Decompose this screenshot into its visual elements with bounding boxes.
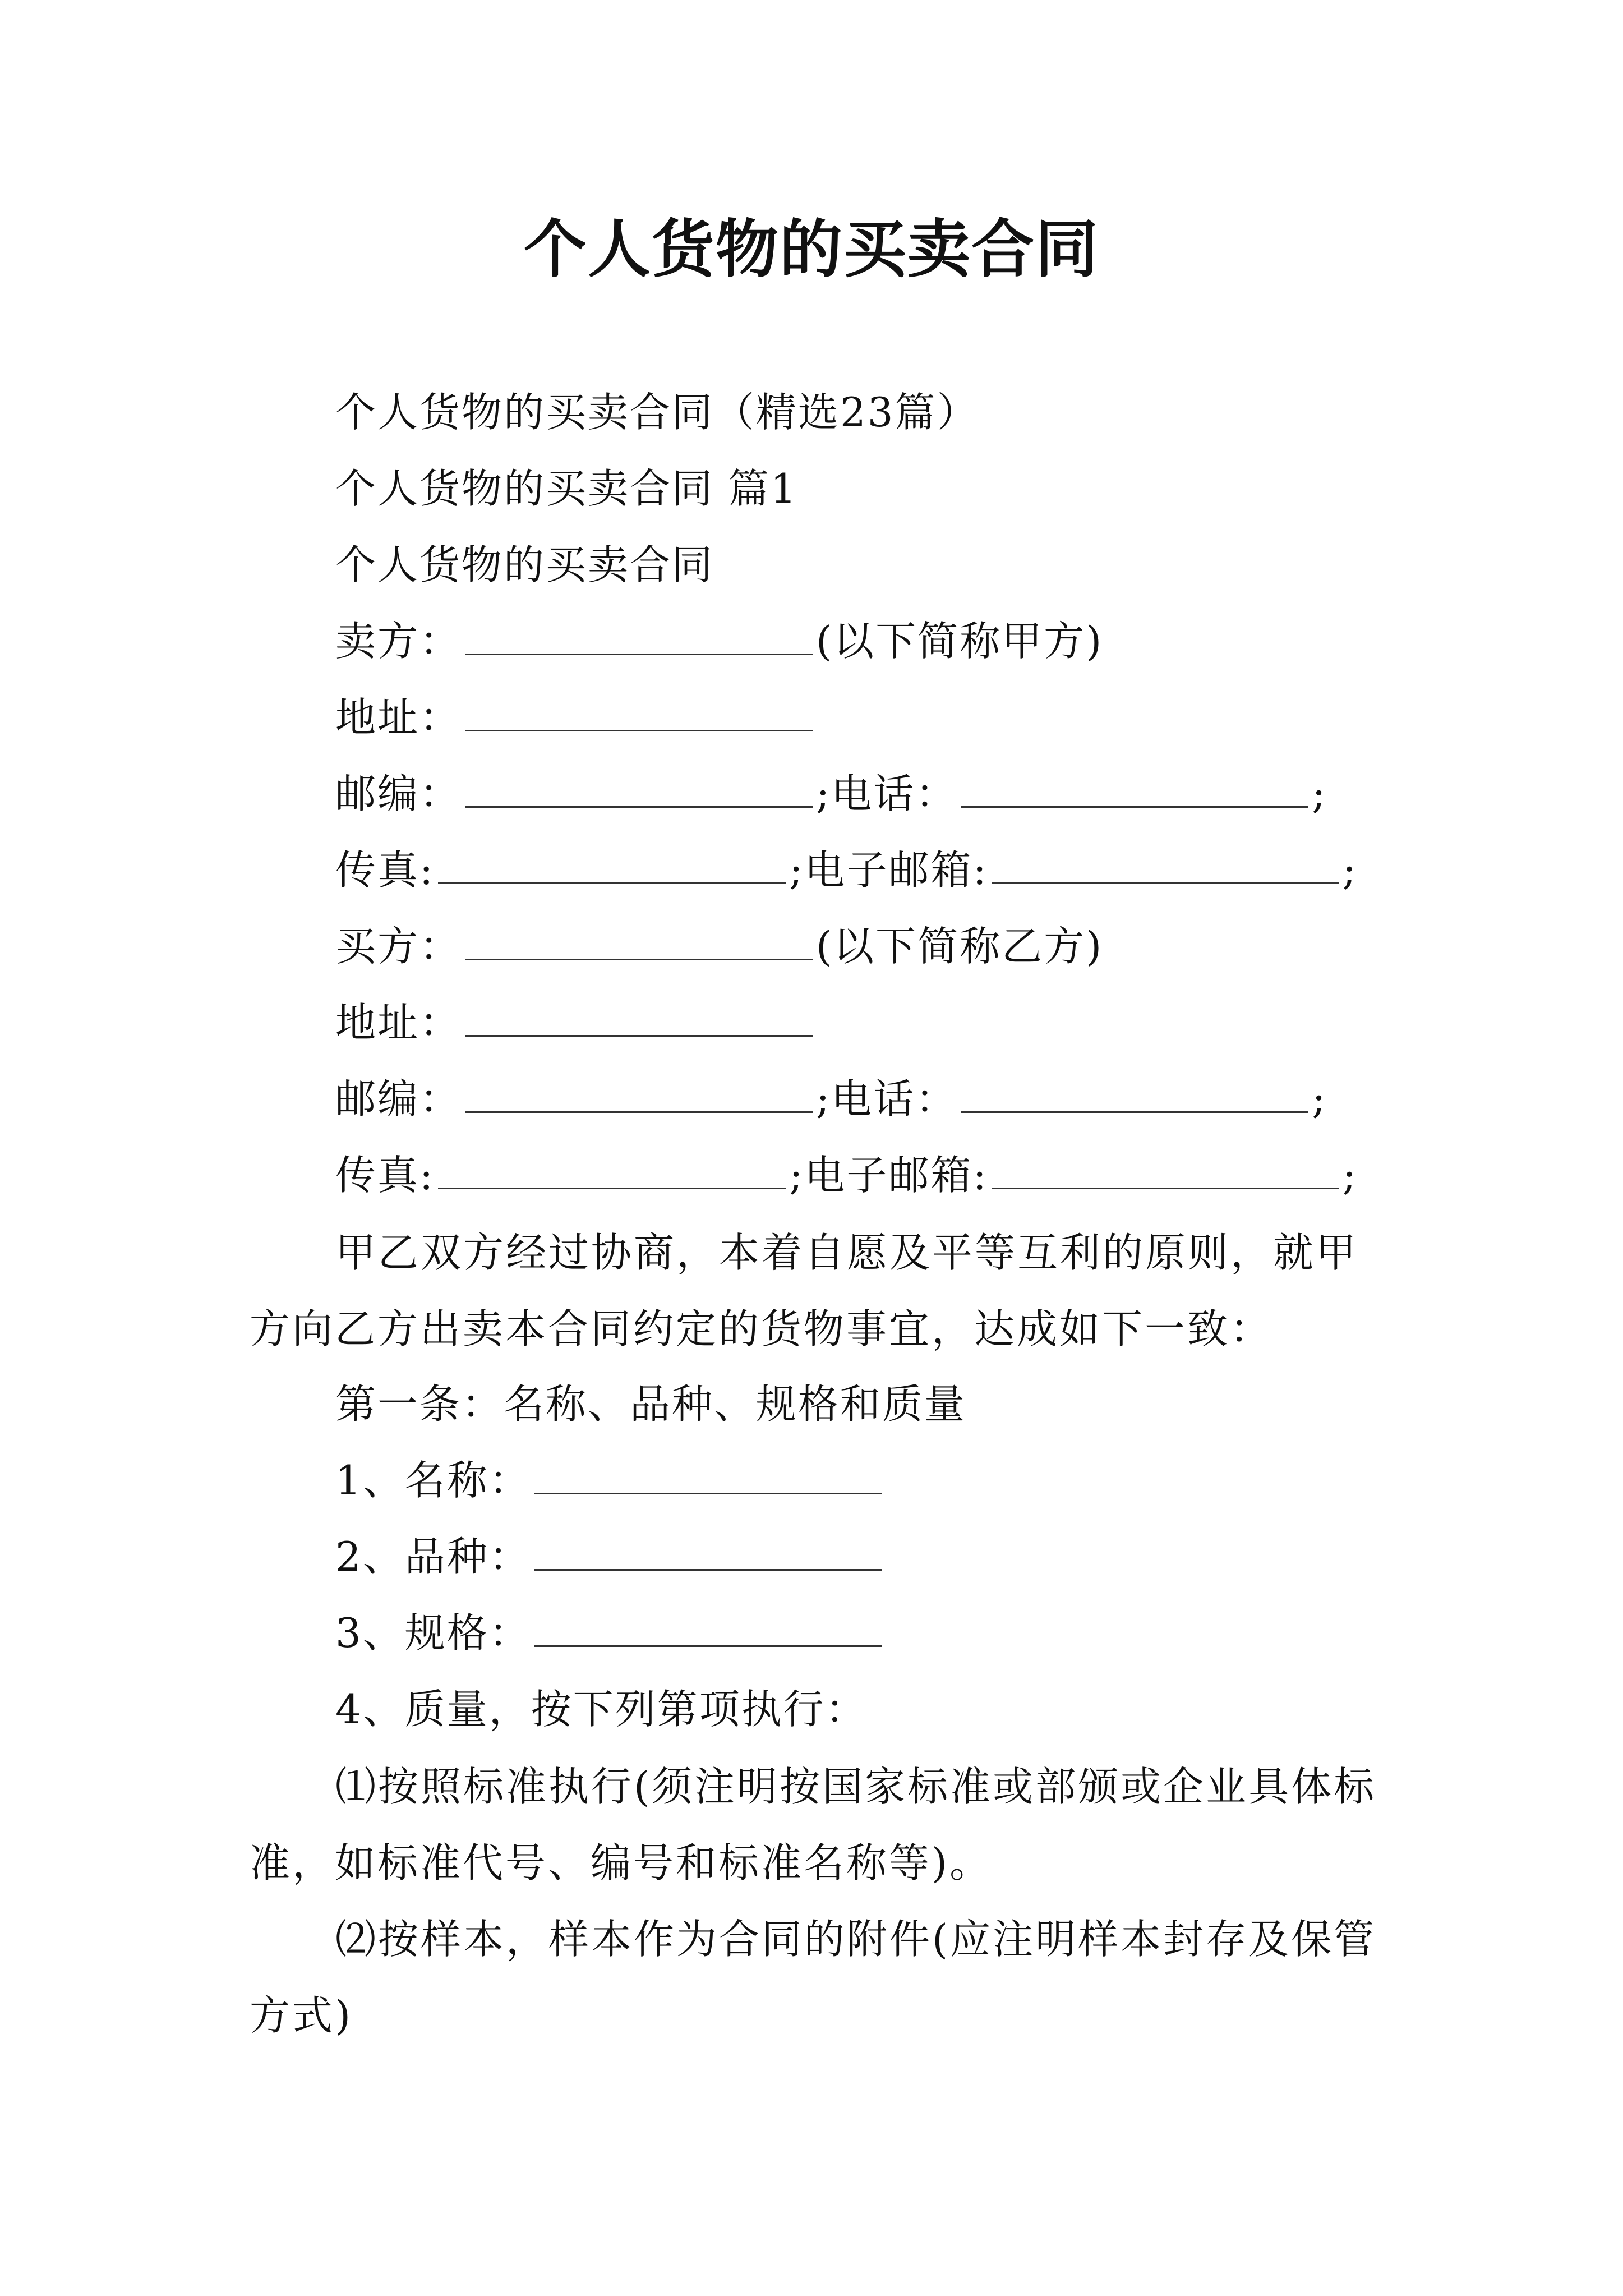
buyer-phone-label: ;电话：	[816, 1075, 958, 1122]
buyer-fax-end: ;	[1342, 1152, 1358, 1199]
seller-postcode-blank[interactable]	[465, 774, 813, 808]
buyer-label: 买方：	[335, 923, 462, 970]
section-heading: 个人货物的买卖合同 篇1	[335, 465, 798, 512]
buyer-fax-blank[interactable]	[438, 1155, 786, 1189]
seller-fax-label: 传真:	[335, 846, 435, 894]
item-name-label: 1、名称：	[335, 1457, 531, 1504]
buyer-postcode-blank[interactable]	[465, 1079, 813, 1113]
buyer-address-row	[335, 997, 816, 1048]
seller-phone-blank[interactable]	[961, 774, 1308, 808]
quality-option-1: ⑴按照标准执行(须注明按国家标准或部颁或企业具体标准，如标准代号、编号和标准名称等)。	[250, 1763, 1377, 1887]
seller-email-label: ;电子邮箱:	[789, 846, 988, 894]
buyer-suffix: (以下简称乙方)	[816, 923, 1104, 970]
intro-paragraph: 甲乙双方经过协商，本着自愿及平等互利的原则，就甲方向乙方出卖本合同约定的货物事宜，达成如下一致：	[250, 1229, 1359, 1352]
document-title: 个人货物的买卖合同	[524, 213, 1099, 286]
item-variety-blank[interactable]	[534, 1536, 882, 1571]
buyer-phone-blank[interactable]	[961, 1079, 1308, 1113]
seller-suffix: (以下简称甲方)	[816, 618, 1104, 665]
seller-address-row	[335, 692, 816, 743]
seller-name-blank[interactable]	[465, 621, 813, 655]
buyer-contact-end: ;	[1312, 1075, 1327, 1122]
item-variety-row	[335, 1531, 886, 1582]
seller-address-blank[interactable]	[465, 697, 813, 731]
seller-fax-row	[335, 845, 1358, 895]
seller-phone-label: ;电话：	[816, 770, 958, 817]
seller-fax-end: ;	[1342, 846, 1358, 894]
item-spec-label: 3、规格：	[335, 1609, 531, 1657]
item-variety-label: 2、品种：	[335, 1533, 531, 1580]
contract-name: 个人货物的买卖合同	[335, 541, 714, 588]
buyer-postcode-label: 邮编：	[335, 1075, 462, 1122]
item-name-blank[interactable]	[534, 1460, 882, 1494]
buyer-address-blank[interactable]	[465, 1002, 813, 1037]
buyer-fax-label: 传真:	[335, 1152, 435, 1199]
seller-label: 卖方：	[335, 618, 462, 665]
buyer-email-blank[interactable]	[992, 1155, 1339, 1189]
buyer-contact-row	[335, 1074, 1327, 1124]
item-spec-blank[interactable]	[534, 1613, 882, 1647]
seller-address-label: 地址：	[335, 694, 462, 741]
item-name-row	[335, 1455, 886, 1506]
seller-row	[335, 616, 1103, 666]
seller-email-blank[interactable]	[992, 850, 1339, 884]
seller-fax-blank[interactable]	[438, 850, 786, 884]
buyer-email-label: ;电子邮箱:	[789, 1152, 988, 1199]
seller-postcode-label: 邮编：	[335, 770, 462, 817]
article1-heading: 第一条：名称、品种、规格和质量	[335, 1381, 967, 1428]
document-subtitle: 个人货物的买卖合同（精选23篇）	[335, 389, 979, 436]
seller-contact-end: ;	[1312, 770, 1327, 817]
buyer-fax-row	[335, 1150, 1358, 1200]
buyer-address-label: 地址：	[335, 999, 462, 1046]
seller-contact-row	[335, 769, 1327, 819]
quality-option-2: ⑵按样本，样本作为合同的附件(应注明样本封存及保管方式)	[250, 1916, 1377, 2039]
buyer-row	[335, 921, 1103, 972]
item-spec-row	[335, 1608, 886, 1658]
item-quality-row: 4、质量，按下列第项执行：	[335, 1686, 868, 1733]
buyer-name-blank[interactable]	[465, 926, 813, 960]
